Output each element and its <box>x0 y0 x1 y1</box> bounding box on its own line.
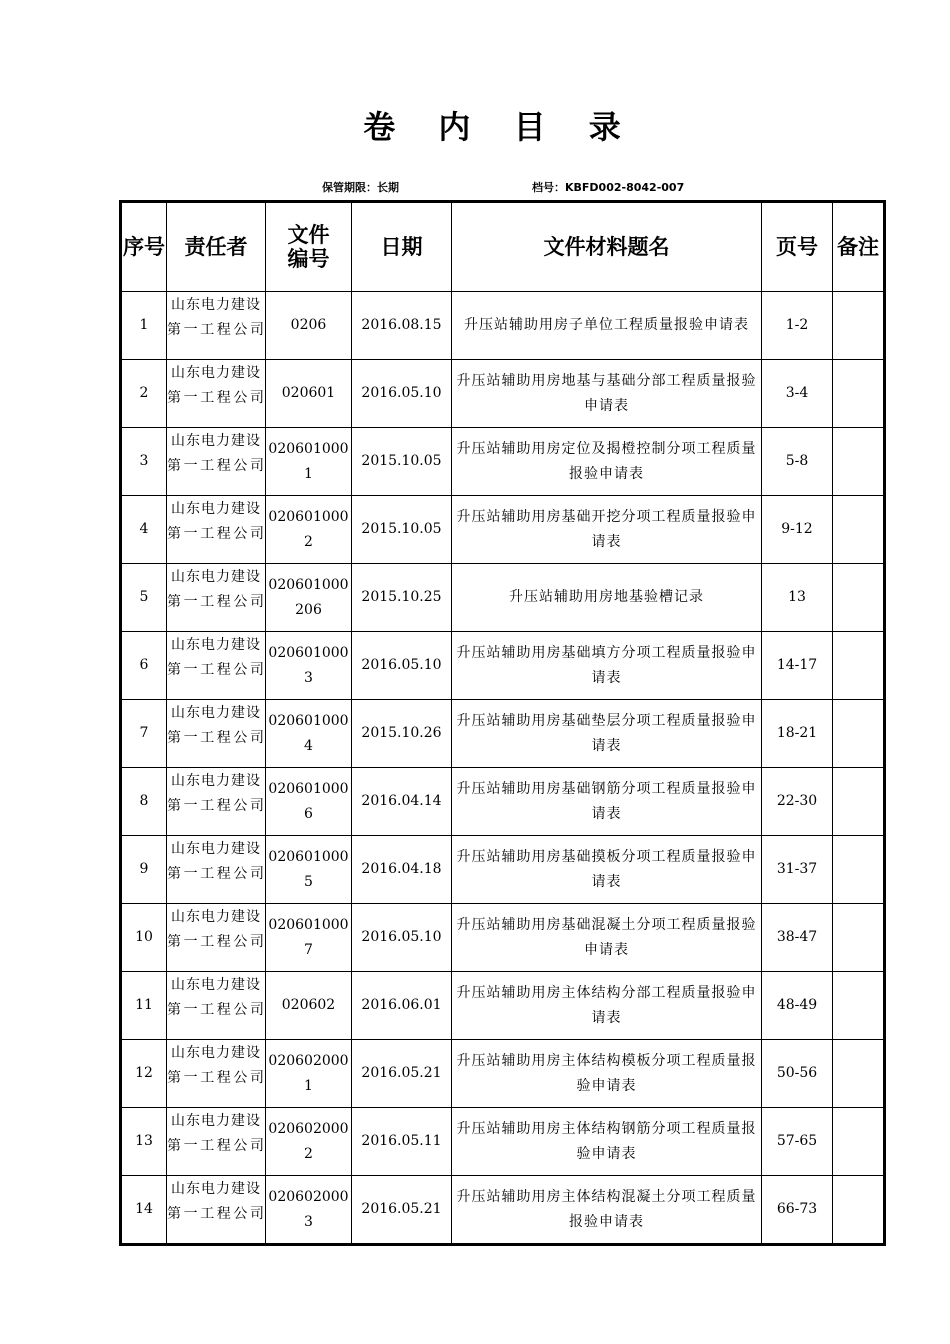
row-responsible-text: 山东电力建设第一工程公司 <box>167 365 265 406</box>
table-row <box>121 496 885 564</box>
row-responsible <box>167 972 266 1040</box>
row-responsible <box>167 1040 266 1108</box>
row-date: 2016.05.11 <box>352 1108 452 1176</box>
row-seq: 1 <box>121 292 167 360</box>
header-doc-no-label: 文件编号 <box>287 223 330 271</box>
row-doc-title: 升压站辅助用房地基验槽记录 <box>452 564 762 632</box>
row-pages: 14-17 <box>762 632 833 700</box>
row-pages: 13 <box>762 564 833 632</box>
row-doc-no: 0206010003 <box>266 632 352 700</box>
row-responsible <box>167 360 266 428</box>
row-doc-no: 0206010002 <box>266 496 352 564</box>
row-seq: 11 <box>121 972 167 1040</box>
header-doc-title: 文件材料题名 <box>452 202 762 292</box>
table-row <box>121 904 885 972</box>
row-doc-title: 升压站辅助用房子单位工程质量报验申请表 <box>452 292 762 360</box>
header-row <box>121 202 885 292</box>
row-responsible-text: 山东电力建设第一工程公司 <box>167 1181 265 1222</box>
row-doc-title: 升压站辅助用房基础垫层分项工程质量报验申请表 <box>452 700 762 768</box>
row-seq: 9 <box>121 836 167 904</box>
row-seq: 12 <box>121 1040 167 1108</box>
row-doc-no: 0206010005 <box>266 836 352 904</box>
table-row <box>121 564 885 632</box>
table-row <box>121 292 885 360</box>
row-remark <box>833 292 885 360</box>
row-pages: 9-12 <box>762 496 833 564</box>
row-doc-no: 0206020003 <box>266 1176 352 1245</box>
retention-period: 保管期限：长期 <box>322 181 399 194</box>
table-row <box>121 700 885 768</box>
row-pages: 31-37 <box>762 836 833 904</box>
row-date: 2016.04.14 <box>352 768 452 836</box>
row-doc-title: 升压站辅助用房基础混凝土分项工程质量报验申请表 <box>452 904 762 972</box>
row-doc-no: 0206020001 <box>266 1040 352 1108</box>
row-remark <box>833 1108 885 1176</box>
row-responsible-text: 山东电力建设第一工程公司 <box>167 773 265 814</box>
header-date: 日期 <box>352 202 452 292</box>
row-responsible <box>167 496 266 564</box>
row-responsible <box>167 904 266 972</box>
table-row <box>121 1108 885 1176</box>
row-doc-title: 升压站辅助用房地基与基础分部工程质量报验申请表 <box>452 360 762 428</box>
row-remark <box>833 768 885 836</box>
row-pages: 38-47 <box>762 904 833 972</box>
row-doc-no: 020601000206 <box>266 564 352 632</box>
row-doc-title: 升压站辅助用房基础摸板分项工程质量报验申请表 <box>452 836 762 904</box>
table-row <box>121 1176 885 1245</box>
row-date: 2015.10.05 <box>352 428 452 496</box>
table-row <box>121 972 885 1040</box>
row-responsible-text: 山东电力建设第一工程公司 <box>167 433 265 474</box>
header-responsible: 责任者 <box>167 202 266 292</box>
table-row <box>121 768 885 836</box>
row-date: 2016.08.15 <box>352 292 452 360</box>
row-responsible-text: 山东电力建设第一工程公司 <box>167 705 265 746</box>
row-doc-title: 升压站辅助用房基础开挖分项工程质量报验申请表 <box>452 496 762 564</box>
row-responsible-text: 山东电力建设第一工程公司 <box>167 297 265 338</box>
row-pages: 3-4 <box>762 360 833 428</box>
row-seq: 13 <box>121 1108 167 1176</box>
row-doc-no: 0206010007 <box>266 904 352 972</box>
row-doc-no: 020601 <box>266 360 352 428</box>
row-remark <box>833 564 885 632</box>
row-responsible-text: 山东电力建设第一工程公司 <box>167 1113 265 1154</box>
row-pages: 66-73 <box>762 1176 833 1245</box>
row-seq: 2 <box>121 360 167 428</box>
table-row <box>121 1040 885 1108</box>
row-pages: 50-56 <box>762 1040 833 1108</box>
row-date: 2016.06.01 <box>352 972 452 1040</box>
row-responsible <box>167 1176 266 1245</box>
row-responsible-text: 山东电力建设第一工程公司 <box>167 841 265 882</box>
row-responsible-text: 山东电力建设第一工程公司 <box>167 637 265 678</box>
row-seq: 5 <box>121 564 167 632</box>
row-doc-no: 0206020002 <box>266 1108 352 1176</box>
archive-number: 档号：KBFD002-8042-007 <box>532 181 685 194</box>
row-seq: 6 <box>121 632 167 700</box>
header-seq: 序号 <box>121 202 167 292</box>
row-doc-title: 升压站辅助用房基础填方分项工程质量报验申请表 <box>452 632 762 700</box>
row-seq: 14 <box>121 1176 167 1245</box>
catalog-table <box>119 200 886 1246</box>
row-responsible-text: 山东电力建设第一工程公司 <box>167 977 265 1018</box>
row-responsible <box>167 564 266 632</box>
row-pages: 48-49 <box>762 972 833 1040</box>
header-pages: 页号 <box>762 202 833 292</box>
row-remark <box>833 632 885 700</box>
row-seq: 4 <box>121 496 167 564</box>
row-responsible-text: 山东电力建设第一工程公司 <box>167 1045 265 1086</box>
row-responsible <box>167 428 266 496</box>
row-doc-title: 升压站辅助用房主体结构混凝土分项工程质量报验申请表 <box>452 1176 762 1245</box>
row-doc-no: 020602 <box>266 972 352 1040</box>
row-date: 2016.05.21 <box>352 1040 452 1108</box>
row-seq: 3 <box>121 428 167 496</box>
row-responsible <box>167 700 266 768</box>
row-responsible-text: 山东电力建设第一工程公司 <box>167 569 265 610</box>
row-doc-title: 升压站辅助用房主体结构模板分项工程质量报验申请表 <box>452 1040 762 1108</box>
row-remark <box>833 428 885 496</box>
header-remark: 备注 <box>833 202 885 292</box>
table-row <box>121 836 885 904</box>
row-remark <box>833 972 885 1040</box>
page-title: 卷 内 目 录 <box>363 108 637 146</box>
row-pages: 57-65 <box>762 1108 833 1176</box>
row-date: 2015.10.26 <box>352 700 452 768</box>
row-responsible <box>167 632 266 700</box>
row-responsible <box>167 836 266 904</box>
table-row <box>121 360 885 428</box>
row-date: 2016.05.10 <box>352 360 452 428</box>
row-responsible-text: 山东电力建设第一工程公司 <box>167 501 265 542</box>
row-date: 2016.05.21 <box>352 1176 452 1245</box>
row-responsible <box>167 1108 266 1176</box>
row-remark <box>833 496 885 564</box>
table-row <box>121 428 885 496</box>
row-remark <box>833 904 885 972</box>
row-doc-title: 升压站辅助用房主体结构钢筋分项工程质量报验申请表 <box>452 1108 762 1176</box>
row-doc-no: 0206010006 <box>266 768 352 836</box>
row-responsible-text: 山东电力建设第一工程公司 <box>167 909 265 950</box>
table-row <box>121 632 885 700</box>
row-doc-no: 0206010004 <box>266 700 352 768</box>
row-doc-no: 0206010001 <box>266 428 352 496</box>
row-date: 2016.05.10 <box>352 632 452 700</box>
row-responsible <box>167 292 266 360</box>
row-remark <box>833 360 885 428</box>
row-date: 2015.10.25 <box>352 564 452 632</box>
row-doc-title: 升压站辅助用房基础钢筋分项工程质量报验申请表 <box>452 768 762 836</box>
row-remark <box>833 836 885 904</box>
row-remark <box>833 1040 885 1108</box>
header-doc-no <box>266 202 352 292</box>
row-doc-title: 升压站辅助用房定位及揭橙控制分项工程质量报验申请表 <box>452 428 762 496</box>
row-date: 2016.04.18 <box>352 836 452 904</box>
row-remark <box>833 700 885 768</box>
row-pages: 22-30 <box>762 768 833 836</box>
row-pages: 5-8 <box>762 428 833 496</box>
row-seq: 7 <box>121 700 167 768</box>
row-responsible <box>167 768 266 836</box>
row-pages: 1-2 <box>762 292 833 360</box>
row-seq: 8 <box>121 768 167 836</box>
row-date: 2016.05.10 <box>352 904 452 972</box>
row-remark <box>833 1176 885 1245</box>
row-pages: 18-21 <box>762 700 833 768</box>
row-doc-title: 升压站辅助用房主体结构分部工程质量报验申请表 <box>452 972 762 1040</box>
catalog-body <box>121 292 885 1245</box>
row-date: 2015.10.05 <box>352 496 452 564</box>
row-seq: 10 <box>121 904 167 972</box>
row-doc-no: 0206 <box>266 292 352 360</box>
